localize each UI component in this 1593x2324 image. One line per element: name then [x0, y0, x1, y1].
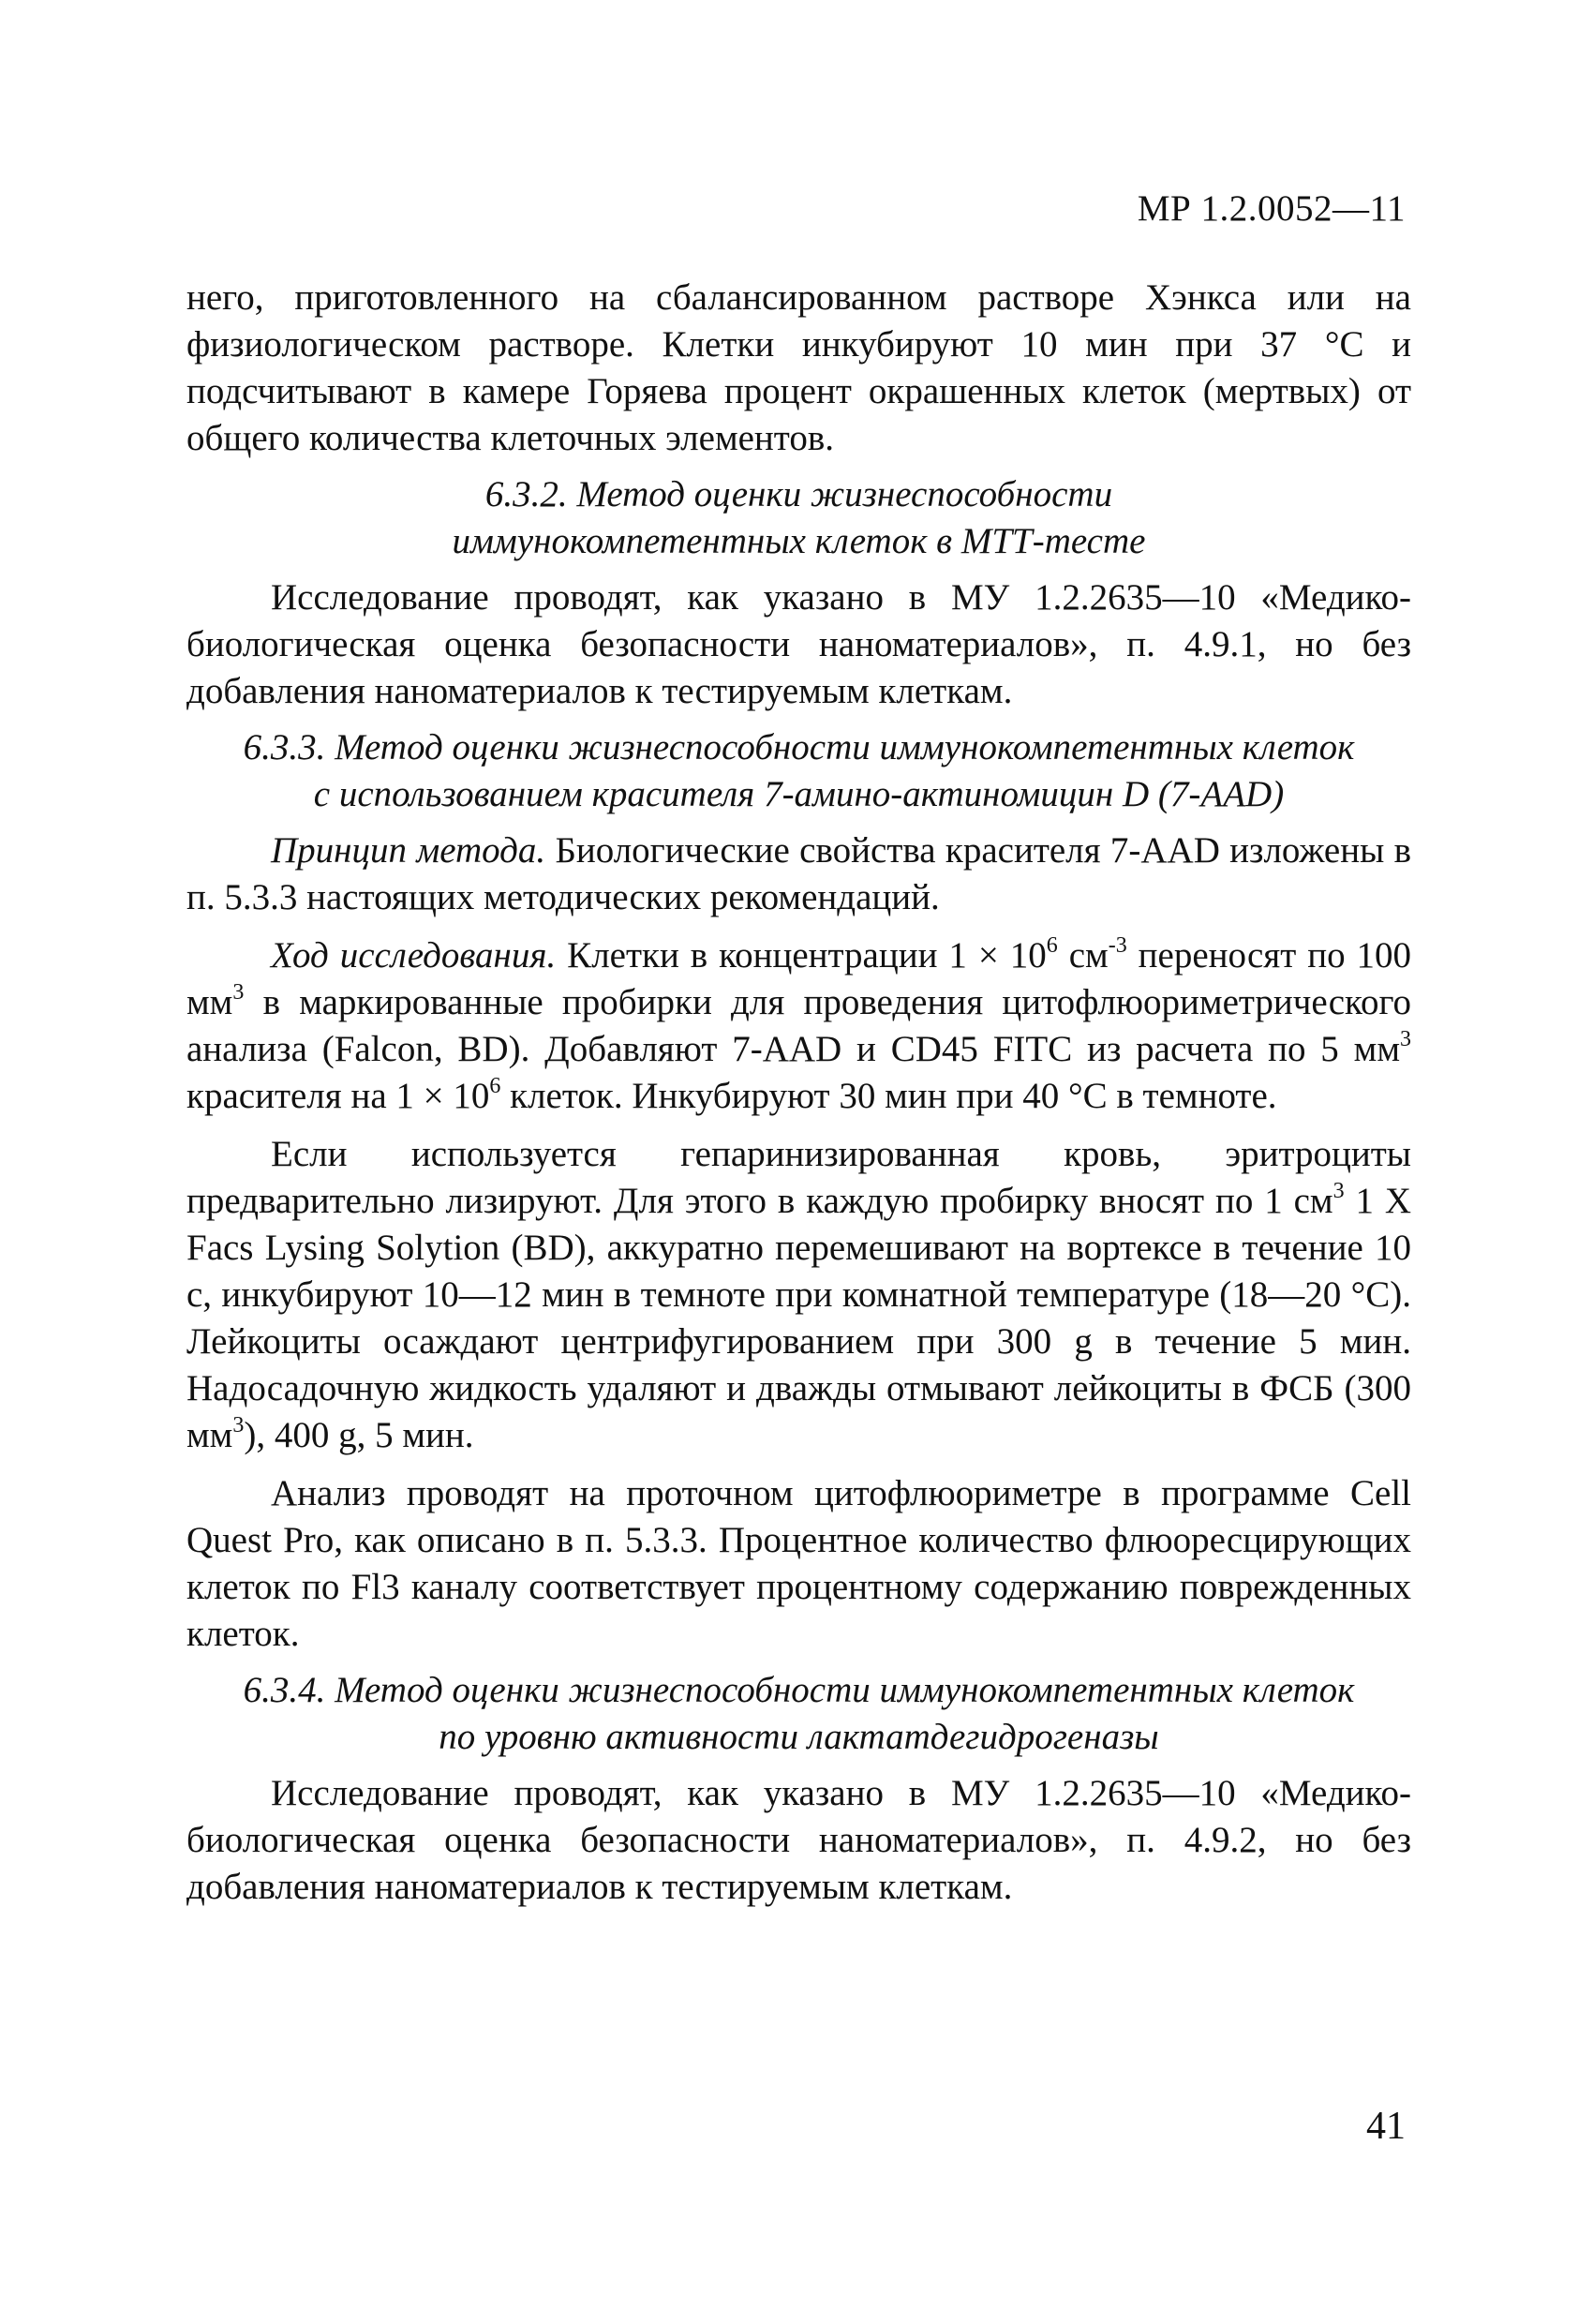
heading-line: 6.3.2. Метод оценки жизнеспособности	[484, 474, 1113, 514]
text-run: Клетки в концентрации 1 × 10	[556, 935, 1047, 976]
page-number: 41	[1366, 2105, 1406, 2148]
text-run: красителя на 1 × 10	[186, 1076, 490, 1116]
paragraph-continuation: него, приготовленного на сбалансированном растворе Хэнкса или на физиологическом растворе. Клетки инкубируют 10 мин при 37 °С и подсчитывают в камере Горяева процент окрашенных клеток (мертвых) от общего количества клеточных элементов.	[186, 277, 1411, 458]
paragraph-procedure	[186, 932, 1411, 1120]
text-run: см	[1057, 935, 1109, 976]
heading-line: иммунокомпетентных клеток в МТТ-тесте	[452, 521, 1146, 561]
section-heading-6-3-4	[186, 1667, 1411, 1761]
paragraph-principle	[186, 827, 1411, 921]
superscript: 3	[232, 980, 245, 1005]
text-run: в маркированные пробирки для проведения цитофлюориметрического анализа (Falcon, BD). Добавляют 7-AAD и CD45 FITC из расчета по 5 мм	[186, 982, 1411, 1069]
text-run: ), 400 g, 5 мин.	[244, 1415, 474, 1455]
text-run: клеток. Инкубируют 30 мин при 40 °С в темноте.	[500, 1076, 1277, 1116]
paragraph-6-3-2: Исследование проводят, как указано в МУ 1.2.2635—10 «Медико-биологическая оценка безопасности наноматериалов», п. 4.9.1, но без добавления наноматериалов к тестируемым клеткам.	[186, 577, 1411, 711]
superscript: 6	[1046, 933, 1058, 958]
heading-line: 6.3.4. Метод оценки жизнеспособности иммунокомпетентных клеток	[243, 1670, 1355, 1710]
paragraph-analysis: Анализ проводят на проточном цитофлюориметре в программе Cell Quest Pro, как описано в п. 5.3.3. Процентное количество флюоресцирующих клеток по Fl3 каналу соответствует процентному содержанию поврежденных клеток.	[186, 1473, 1411, 1654]
heading-line: с использованием красителя 7-амино-актиномицин D (7-AAD)	[313, 774, 1285, 814]
document-code-header: МР 1.2.0052—11	[1137, 188, 1406, 229]
superscript: 6	[489, 1074, 501, 1098]
superscript: 3	[1332, 1179, 1345, 1203]
heading-line: по уровню активности лактатдегидрогеназы	[439, 1717, 1159, 1757]
principle-label: Принцип метода.	[271, 830, 546, 871]
principle-text: Биологические свойства красителя 7-AAD изложены в п. 5.3.3 настоящих методических рекомендаций.	[186, 830, 1411, 917]
superscript: 3	[232, 1413, 245, 1438]
paragraph-lysis	[186, 1131, 1411, 1459]
text-run: переносят по 100 мм	[186, 935, 1412, 1022]
page-body	[186, 275, 1411, 1911]
procedure-label: Ход исследования.	[271, 935, 557, 976]
superscript: -3	[1108, 933, 1127, 958]
text-run: Если используется гепаринизированная кровь, эритроциты предварительно лизируют. Для этого в каждую пробирку вносят по 1 см	[186, 1134, 1411, 1221]
section-heading-6-3-2	[186, 471, 1411, 565]
heading-line: 6.3.3. Метод оценки жизнеспособности иммунокомпетентных клеток	[243, 727, 1355, 767]
section-heading-6-3-3	[186, 724, 1411, 818]
superscript: 3	[1400, 1027, 1411, 1051]
paragraph-6-3-4: Исследование проводят, как указано в МУ 1.2.2635—10 «Медико-биологическая оценка безопасности наноматериалов», п. 4.9.2, но без добавления наноматериалов к тестируемым клеткам.	[186, 1773, 1411, 1907]
text-run: 1 X Facs Lysing Solytion (BD), аккуратно перемешивают на вортексе в течение 10 с, инкубируют 10—12 мин в темноте при комнатной температуре (18—20 °С). Лейкоциты осаждают центрифугированием при 300 g в течение 5 мин. Надосадочную жидкость удаляют и дважды отмывают лейкоциты в ФСБ (300 мм	[186, 1181, 1411, 1455]
